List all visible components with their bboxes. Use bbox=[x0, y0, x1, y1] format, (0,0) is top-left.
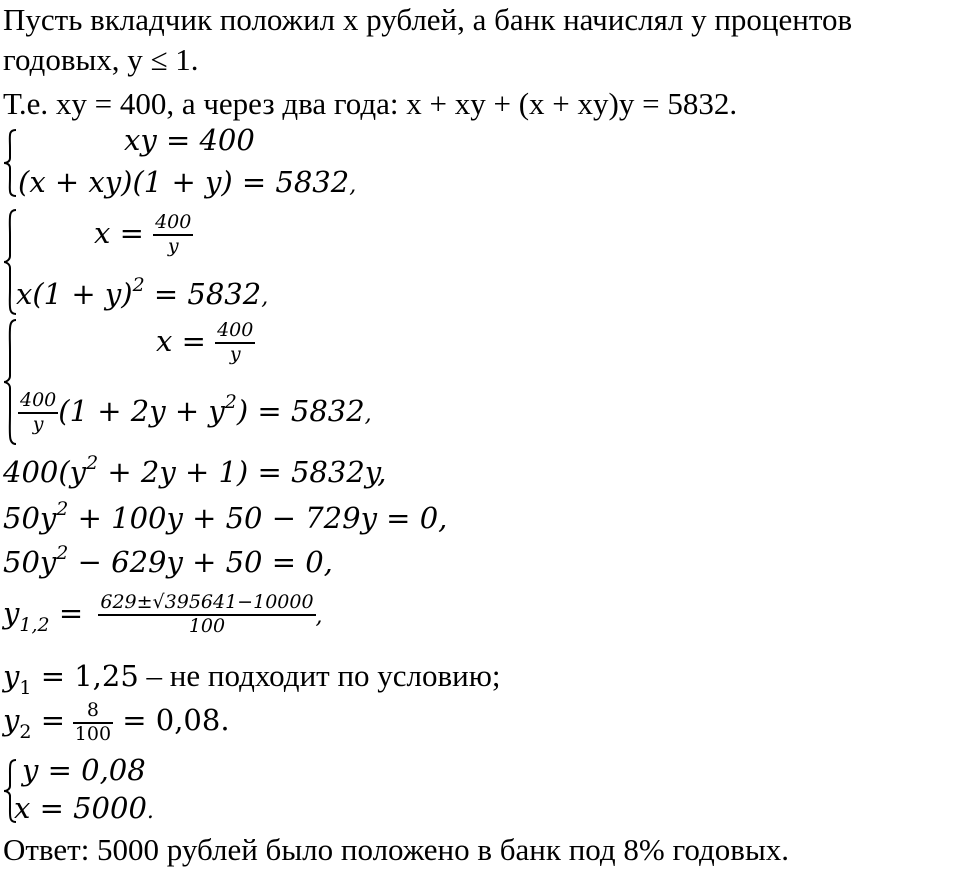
fraction-denominator: y bbox=[229, 342, 241, 365]
roots-formula: $y_{1,2}$ = $\frac{629\pm√395641-10000}{100}$ , bbox=[3, 591, 323, 637]
system-2-eq-1: x = $\frac{400}{y}$ bbox=[94, 211, 192, 257]
fraction-numerator: 400 bbox=[18, 390, 58, 414]
system-1-eq-2: (x + xy)(1 + y) = 5832, bbox=[18, 165, 357, 199]
system-4-eq-1: y = 0,08 bbox=[22, 753, 146, 787]
system-3-eq-1: x = $\frac{400}{y}$ bbox=[156, 319, 254, 365]
roots-denominator: 100 bbox=[188, 614, 226, 637]
fraction-denominator: y bbox=[167, 234, 179, 257]
fraction-denominator: y bbox=[32, 412, 44, 435]
system-3-eq-2: $\frac{400}{y}$ $(1 + 2y + y^2) = 5832$, bbox=[20, 389, 372, 435]
system-brace-1 bbox=[2, 128, 18, 198]
fraction-numerator: 8 bbox=[73, 700, 113, 724]
system-1-eq-1: xy = 400 bbox=[124, 123, 255, 157]
answer-line: Ответ: 5000 рублей было положено в банк под 8% годовых. bbox=[3, 832, 790, 867]
root-1: $y_1 = 1,25$ – не подходит по условию; bbox=[3, 658, 501, 699]
system-4-eq-2: x = 5000. bbox=[14, 791, 154, 825]
step-3: $50y^2 - 629y + 50 = 0$, bbox=[3, 542, 333, 579]
problem-line-1: Пусть вкладчик положил x рублей, а банк начислял y процентов bbox=[3, 2, 853, 37]
step-2: $50y^2 + 100y + 50 - 729y = 0$, bbox=[3, 498, 448, 535]
roots-numerator: 629±√395641−10000 bbox=[98, 592, 315, 616]
fraction-numerator: 400 bbox=[215, 320, 255, 344]
system-2-eq-2: $x(1 + y)^2 = 5832$, bbox=[16, 274, 269, 311]
fraction-numerator: 400 bbox=[153, 212, 193, 236]
step-1: $400(y^2 + 2y + 1) = 5832y$, bbox=[3, 452, 387, 489]
system-brace-3 bbox=[2, 318, 18, 446]
fraction-denominator: 100 bbox=[74, 722, 112, 745]
problem-line-3: Т.е. xy = 400, а через два года: x + xy + (x + xy)y = 5832. bbox=[3, 86, 738, 121]
root-2: $y_2$ = $\frac{8}{100}$ = 0,08. bbox=[3, 699, 230, 745]
problem-line-2: годовых, y ≤ 1. bbox=[3, 42, 199, 77]
